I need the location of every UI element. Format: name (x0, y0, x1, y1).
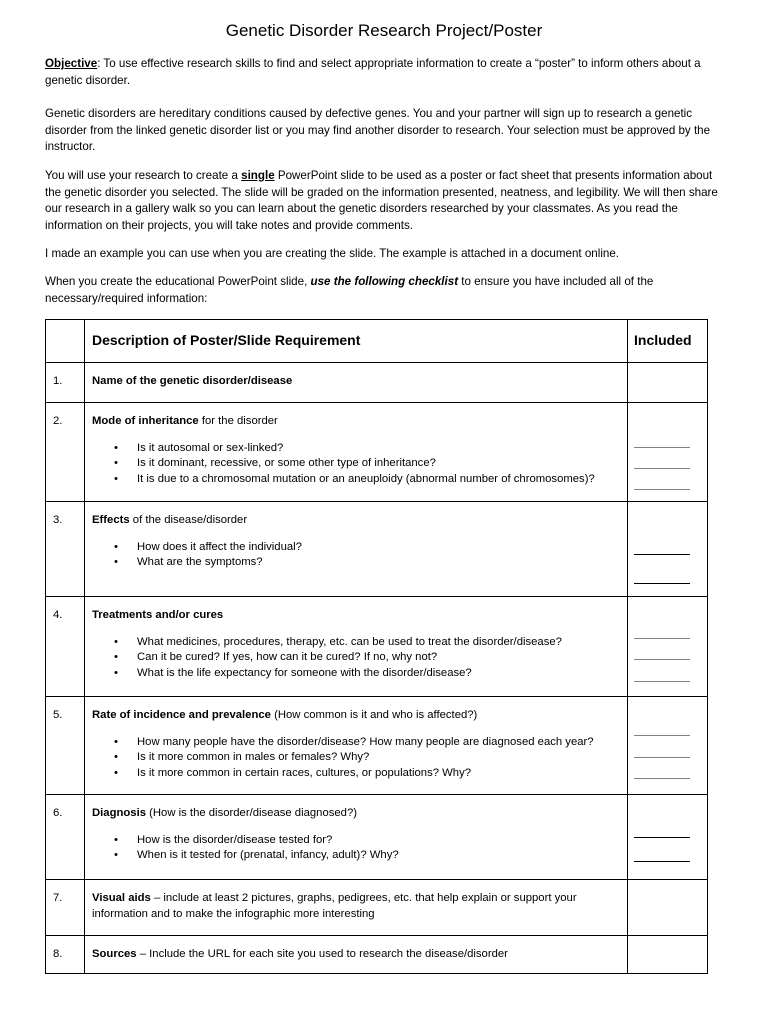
bullet-item: • Is it dominant, recessive, or some other type of inheritance? (137, 456, 621, 472)
header-included: Included (628, 320, 708, 363)
p2-text-before: You will use your research to create a (45, 169, 242, 182)
bullet-list (92, 441, 621, 488)
p4-text-after: to ensure you have included all of the necessary/required information: (45, 275, 654, 305)
bullet-item: • What is the life expectancy for someone with the disorder/disease? (137, 666, 621, 682)
check-line[interactable] (634, 735, 690, 736)
included-cell (628, 697, 708, 795)
row-title: Effects (92, 514, 130, 526)
row-number: 6. (53, 807, 63, 819)
bullet-item: • It is due to a chromosomal mutation or an aneuploidy (abnormal number of chromosomes)? (137, 472, 621, 488)
row-description: – Include the URL for each site you used to research the disease/disorder (136, 948, 508, 960)
row-title: Rate of incidence and prevalence (92, 709, 271, 721)
bullet-item: • How is the disorder/disease tested for? (137, 833, 621, 849)
header-num-cell (46, 320, 85, 363)
check-line[interactable] (634, 638, 690, 639)
intro-paragraph-1: Genetic disorders are hereditary conditions caused by defective genes. You and your partner will sign up to research a genetic disorder from the linked genetic disorder list or you may find another disorder to research. Your selection must be approved by the instructor. (45, 107, 711, 153)
bullet-item: • What medicines, procedures, therapy, etc. can be used to treat the disorder/disease? (137, 635, 621, 651)
table-row (46, 936, 708, 974)
bullet-item: • Is it autosomal or sex-linked? (137, 441, 621, 457)
table-row (46, 597, 708, 697)
row-number: 3. (53, 514, 63, 526)
row-title: Visual aids (92, 892, 151, 904)
row-description: – include at least 2 pictures, graphs, pedigrees, etc. that help explain or support your information and to make the infographic more interesting (92, 892, 577, 920)
objective-label: Objective (45, 57, 98, 70)
included-cell (628, 880, 708, 936)
included-cell (628, 363, 708, 403)
row-number: 1. (53, 375, 63, 387)
check-line[interactable] (634, 489, 690, 490)
included-cell (628, 936, 708, 974)
intro-paragraph-2 (45, 168, 725, 234)
bullet-list (92, 735, 621, 782)
check-line[interactable] (634, 778, 690, 779)
row-number: 5. (53, 709, 63, 721)
check-line[interactable] (634, 554, 690, 555)
row-description: of the disease/disorder (129, 514, 248, 526)
row-title: Mode of inheritance (92, 415, 199, 427)
bullet-list (92, 540, 621, 571)
bullet-item: • Can it be cured? If yes, how can it be cured? If no, why not? (137, 650, 621, 666)
table-row (46, 403, 708, 502)
table-row (46, 880, 708, 936)
objective-text: : To use effective research skills to find and select appropriate information to create a “poster” to inform others about a genetic disorder. (45, 57, 701, 87)
row-title: Sources (92, 948, 137, 960)
requirements-table (45, 319, 708, 974)
intro-paragraph-3: I made an example you can use when you are creating the slide. The example is attached in a document online. (45, 247, 620, 260)
bullet-item: • Is it more common in males or females? Why? (137, 750, 621, 766)
row-description: (How is the disorder/disease diagnosed?) (146, 807, 357, 819)
bullet-list (92, 833, 621, 864)
included-cell (628, 502, 708, 597)
row-number: 7. (53, 892, 63, 904)
p4-text-before: When you create the educational PowerPoint slide, (45, 275, 311, 288)
check-line[interactable] (634, 659, 690, 660)
table-row (46, 795, 708, 880)
row-title: Name of the genetic disorder/disease (92, 375, 293, 387)
check-line[interactable] (634, 861, 690, 862)
check-line[interactable] (634, 681, 690, 682)
check-line[interactable] (634, 468, 690, 469)
table-row (46, 697, 708, 795)
bullet-item: • When is it tested for (prenatal, infancy, adult)? Why? (137, 848, 621, 864)
header-description: Description of Poster/Slide Requirement (85, 320, 628, 363)
page-title: Genetic Disorder Research Project/Poster (225, 21, 543, 40)
bullet-item: • Is it more common in certain races, cultures, or populations? Why? (137, 766, 621, 782)
row-title: Diagnosis (92, 807, 146, 819)
intro-paragraph-4 (45, 274, 725, 307)
bullet-item: • How does it affect the individual? (137, 540, 621, 556)
p2-text-after: PowerPoint slide to be used as a poster or fact sheet that presents information about the genetic disorder you selected. The slide will be graded on the information presented, neatness, and legibility. We will then share our research in a gallery walk so you can learn about the genetic disorders researched by your classmates. As you read the information on their projects, you will take notes and provide comments. (45, 169, 718, 232)
checklist-emphasis: use the following checklist (310, 275, 459, 288)
check-line[interactable] (634, 447, 690, 448)
check-line[interactable] (634, 757, 690, 758)
row-number: 4. (53, 609, 63, 621)
included-cell (628, 795, 708, 880)
table-row (46, 502, 708, 597)
row-description: (How common is it and who is affected?) (270, 709, 478, 721)
table-header-row (46, 320, 708, 363)
included-cell (628, 597, 708, 697)
check-line[interactable] (634, 837, 690, 838)
check-line[interactable] (634, 583, 690, 584)
bullet-item: • How many people have the disorder/disease? How many people are diagnosed each year? (137, 735, 621, 751)
bullet-item: • What are the symptoms? (137, 555, 621, 571)
table-row (46, 363, 708, 403)
row-description: for the disorder (198, 415, 278, 427)
row-number: 8. (53, 948, 63, 960)
included-cell (628, 403, 708, 502)
objective-paragraph (45, 56, 725, 89)
row-title: Treatments and/or cures (92, 609, 224, 621)
row-number: 2. (53, 415, 63, 427)
single-emphasis: single (241, 169, 275, 182)
bullet-list (92, 635, 621, 682)
